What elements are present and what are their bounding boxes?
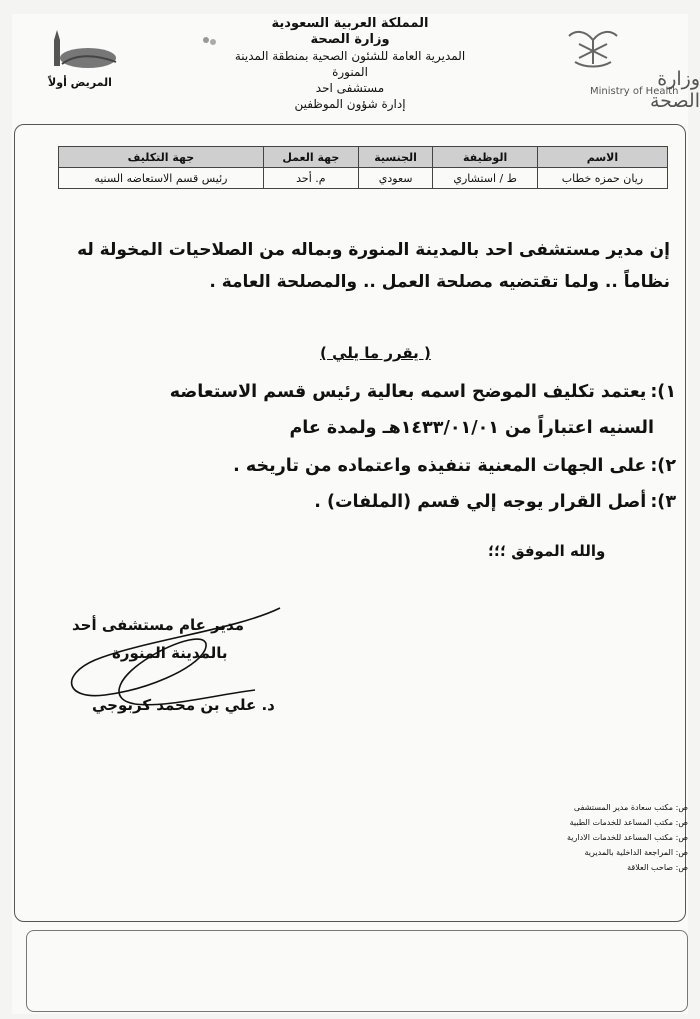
column-header: جهة العمل [263,147,358,168]
item-text: على الجهات المعنية تنفيذه واعتماده من تاريخه . [233,456,647,476]
cc-item: ص: صاحب العلاقة [627,863,688,872]
directorate-name: المديرية العامة للشئون الصحية بمنطقة المدينة المنورة [234,49,466,79]
column-header: جهة التكليف [59,147,264,168]
column-header: الاسم [537,147,667,168]
table-cell: ط / استشاري [433,168,538,189]
kingdom-name: المملكة العربية السعودية [271,16,429,31]
signatory-title-line-2: بالمدينة المنورة [112,644,228,662]
ministry-logo-english: Ministry of Health [590,86,679,97]
item-number: ٢): [650,456,676,476]
department-name: إدارة شؤون الموظفين [294,97,406,111]
intro-line-2: نظاماً .. ولما تقتضيه مصلحة العمل .. والمصلحة العامة . [209,272,670,292]
small-stamp-icon [200,32,220,50]
table-row [59,168,668,189]
ministry-logo-arabic: وزارة الصحة [650,68,700,112]
column-header: الجنسية [358,147,432,168]
decision-item-1 [170,382,676,402]
table-cell: م. أحد [263,168,358,189]
item-text: أصل القرار يوجه إلي قسم (الملفات) . [314,492,647,512]
decision-item-2 [233,456,676,476]
hospital-motto: المريض أولاً [48,76,112,89]
item-number: ١): [650,382,676,402]
cc-item: ص: مكتب سعادة مدير المستشفى [573,803,688,812]
cc-item: ص: مكتب المساعد للخدمات الادارية [567,833,688,842]
item-number: ٣): [650,492,676,512]
letterhead [220,16,480,112]
decision-heading: ( يقرر ما يلي ) [320,344,431,362]
hospital-name: مستشفى احد [315,81,385,95]
table-cell: ريان حمزه خطاب [537,168,667,189]
cc-item: ص: المراجعة الداخلية بالمديرية [584,848,688,857]
cc-item: ص: مكتب المساعد للخدمات الطبية [569,818,688,827]
hospital-logo-icon [40,24,120,84]
decision-item-3 [314,492,676,512]
ministry-name: وزارة الصحة [310,32,390,47]
table-cell: سعودي [358,168,432,189]
employee-info-table [58,146,668,189]
intro-line-1: إن مدير مستشفى احد بالمدينة المنورة وبماله من الصلاحيات المخولة له [77,240,670,260]
item-text: يعتمد تكليف الموضح اسمه بعالية رئيس قسم الاستعاضه [169,382,647,402]
cc-list [520,800,688,875]
signatory-title-line-1: مدير عام مستشفى أحد [72,616,244,634]
table-cell: رئيس قسم الاستعاضه السنيه [59,168,264,189]
signatory-name: د. علي بن محمد كربوجي [92,696,275,714]
decision-item-1-continued: السنيه اعتباراً من ١٤٣٣/٠١/٠١هـ ولمدة عام [289,418,654,438]
column-header: الوظيفة [433,147,538,168]
footer-border [26,930,688,1012]
closing-line: والله الموفق ؛؛؛ [488,542,606,560]
